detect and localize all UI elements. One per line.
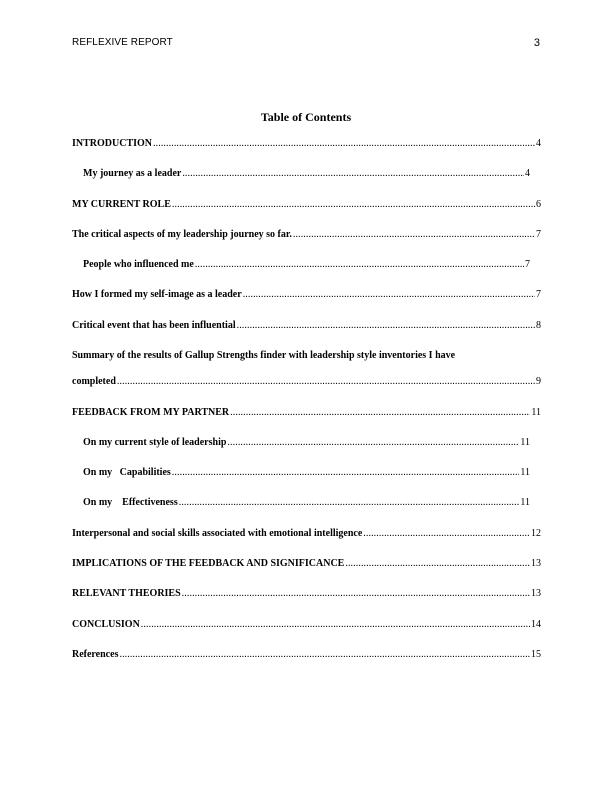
toc-entry-current-role[interactable] <box>72 199 541 229</box>
toc-entry-label: How I formed my self-image as a leader <box>72 289 242 301</box>
toc-entry-page: 7 <box>536 228 541 240</box>
toc-entry-label: People who influenced me <box>83 259 194 271</box>
toc-entry-page: 7 <box>536 289 541 301</box>
toc-entry-label: On my current style of leadership <box>83 436 227 448</box>
toc-entry-label: The critical aspects of my leadership journey so far. <box>72 228 292 240</box>
toc-entry-label: RELEVANT THEORIES <box>72 588 181 600</box>
toc-entry-page: 9 <box>536 376 541 388</box>
toc-entry-page: 11 <box>520 436 530 448</box>
toc-entry-label: Critical event that has been influential <box>72 319 236 331</box>
dot-leader <box>182 168 524 179</box>
toc-entry-capabilities[interactable] <box>72 467 541 497</box>
toc-entry-label: My journey as a leader <box>83 168 182 180</box>
toc-entry-page: 6 <box>536 198 541 210</box>
toc-entry-critical-aspects[interactable] <box>72 229 541 259</box>
toc-entry-people-influenced[interactable] <box>72 259 541 289</box>
toc-entry-page: 11 <box>531 406 541 418</box>
toc-entry-label: FEEDBACK FROM MY PARTNER <box>72 406 230 418</box>
toc-entry-interpersonal-skills[interactable] <box>72 528 541 558</box>
dot-leader <box>237 320 535 331</box>
dot-leader <box>243 289 535 300</box>
table-of-contents <box>72 138 541 679</box>
dot-leader <box>117 376 535 387</box>
toc-entry-gallup-summary[interactable] <box>72 350 541 407</box>
dot-leader <box>153 138 535 149</box>
toc-entry-page: 15 <box>531 648 541 660</box>
dot-leader <box>227 437 519 448</box>
toc-entry-implications[interactable] <box>72 558 541 588</box>
toc-title: Table of Contents <box>260 110 352 124</box>
toc-entry-label: CONCLUSION <box>72 618 140 630</box>
toc-entry-page: 7 <box>525 259 530 271</box>
running-header-title: REFLEXIVE REPORT <box>72 37 173 48</box>
toc-entry-page: 8 <box>536 319 541 331</box>
toc-entry-relevant-theories[interactable] <box>72 588 541 618</box>
toc-entry-page: 11 <box>520 467 530 479</box>
dot-leader <box>363 528 530 539</box>
toc-entry-label: IMPLICATIONS OF THE FEEDBACK AND SIGNIFICANCE <box>72 558 345 570</box>
dot-leader <box>230 407 530 418</box>
dot-leader <box>182 588 530 599</box>
toc-entry-current-style[interactable] <box>72 437 541 467</box>
toc-entry-label-line1: Summary of the results of Gallup Strengths finder with leadership style inventories I have <box>72 350 456 362</box>
dot-leader <box>172 199 535 210</box>
toc-entry-page: 11 <box>520 497 530 509</box>
dot-leader <box>195 259 524 270</box>
toc-entry-effectiveness[interactable] <box>72 497 541 527</box>
toc-entry-introduction[interactable] <box>72 138 541 168</box>
toc-entry-my-journey[interactable] <box>72 168 541 198</box>
toc-entry-label: On my Capabilities <box>83 467 171 479</box>
toc-entry-page: 4 <box>536 138 541 149</box>
toc-entry-page: 14 <box>531 618 541 630</box>
page-number: 3 <box>533 37 540 49</box>
toc-entry-label: MY CURRENT ROLE <box>72 198 171 210</box>
dot-leader <box>141 619 530 630</box>
toc-entry-feedback-partner[interactable] <box>72 407 541 437</box>
toc-entry-label: INTRODUCTION <box>72 138 153 149</box>
toc-entry-page: 13 <box>531 558 541 570</box>
dot-leader <box>345 558 530 569</box>
toc-entry-label: On my Effectiveness <box>83 497 178 509</box>
dot-leader <box>172 467 520 478</box>
toc-entry-self-image[interactable] <box>72 289 541 319</box>
toc-entry-label: Interpersonal and social skills associated with emotional intelligence <box>72 527 363 539</box>
dot-leader <box>119 649 530 660</box>
toc-entry-label: References <box>72 648 119 660</box>
toc-entry-critical-event[interactable] <box>72 320 541 350</box>
toc-entry-page: 12 <box>531 527 541 539</box>
toc-entry-page: 13 <box>531 588 541 600</box>
dot-leader <box>293 229 535 240</box>
toc-entry-conclusion[interactable] <box>72 619 541 649</box>
dot-leader <box>179 497 520 508</box>
toc-entry-label-line2: completed <box>72 376 116 388</box>
toc-entry-page: 4 <box>525 168 530 180</box>
toc-entry-references[interactable] <box>72 649 541 679</box>
